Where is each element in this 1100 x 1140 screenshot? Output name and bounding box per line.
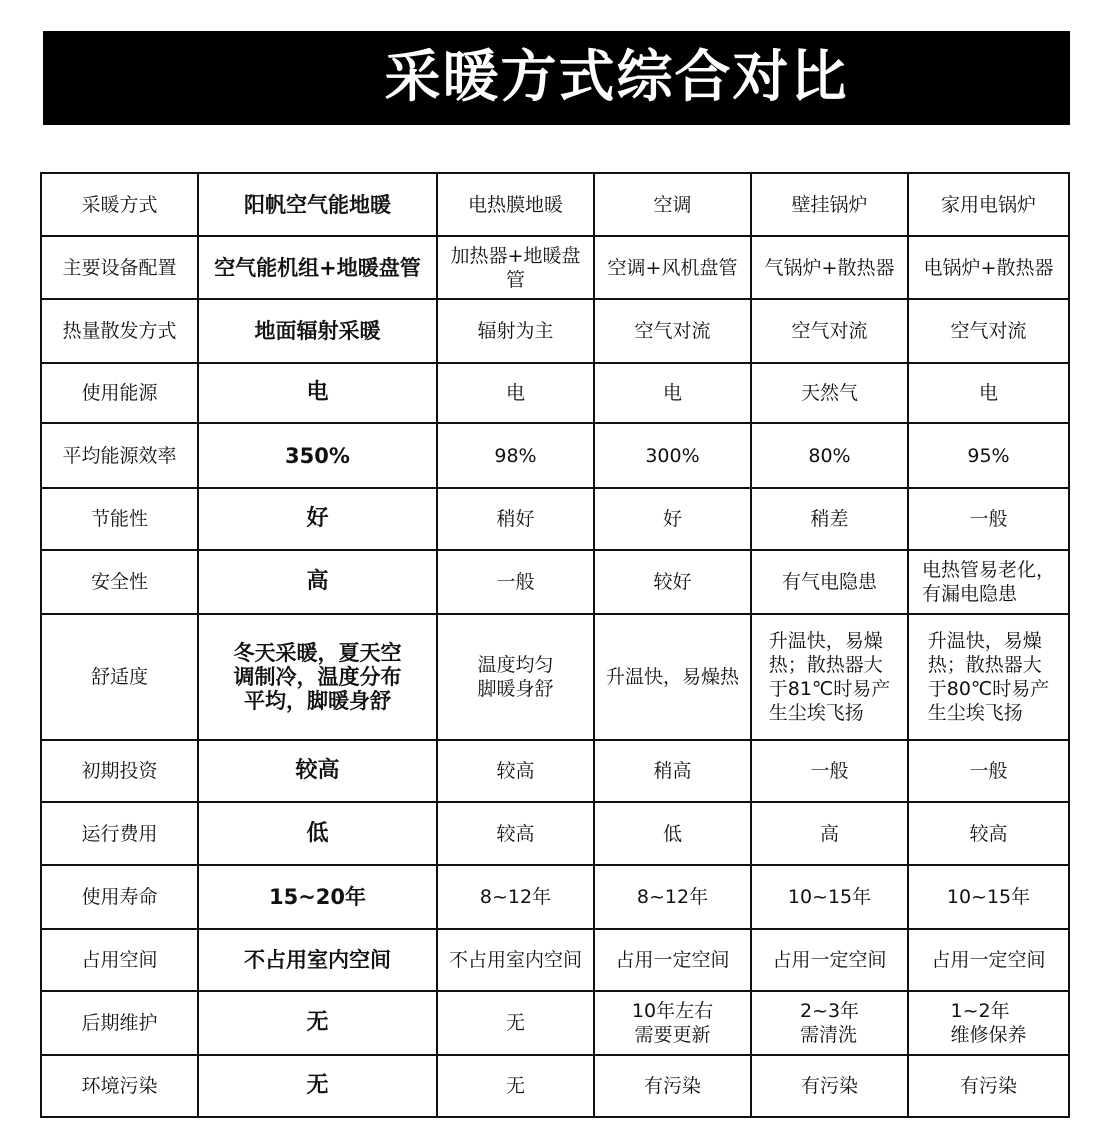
table-row: [41, 488, 1069, 550]
cell-yangfan: [198, 423, 437, 488]
cell-text: 高: [819, 822, 839, 845]
table-row: [41, 740, 1069, 802]
cell-electric-boiler: [908, 991, 1069, 1055]
cell-electric-boiler: [908, 740, 1069, 802]
cell-yangfan: [198, 614, 437, 740]
cell-text: 10~15年: [946, 886, 1031, 908]
cell-text: 一般: [810, 760, 849, 782]
header-col-yangfan: 阳帆空气能地暖: [198, 173, 437, 236]
cell-ac: [594, 1055, 751, 1117]
comparison-table: [40, 172, 1070, 1118]
cell-text: 无: [505, 1075, 525, 1097]
cell-gas-boiler: [751, 550, 908, 614]
cell-electric-boiler: [908, 299, 1069, 363]
header-col-electric-boiler: 家用电锅炉: [908, 173, 1069, 236]
cell-text: 一般: [496, 571, 535, 593]
cell-electric-boiler: [908, 488, 1069, 550]
cell-text: 空气对流: [791, 320, 868, 342]
cell-yangfan: [198, 865, 437, 929]
cell-ac: [594, 488, 751, 550]
cell-text: 气锅炉+散热器: [764, 256, 895, 279]
cell-yangfan: [198, 1055, 437, 1117]
cell-text: 电热管易老化， 有漏电隐患: [921, 559, 1055, 605]
cell-electric-boiler: [908, 865, 1069, 929]
cell-film: [437, 614, 594, 740]
cell-text: 有污染: [800, 1075, 858, 1097]
cell-electric-boiler: [908, 550, 1069, 614]
cell-text: 10~15年: [787, 886, 872, 908]
table-row: [41, 865, 1069, 929]
table-row: [41, 299, 1069, 363]
cell-text: 8~12年: [479, 886, 552, 908]
table-header-row: [41, 173, 1069, 236]
table-body: [41, 173, 1069, 1117]
cell-text: 占用一定空间: [931, 949, 1046, 971]
cell-yangfan: [198, 488, 437, 550]
table-row: [41, 363, 1069, 423]
cell-text: 空调+风机盘管: [607, 256, 738, 279]
header-label-cell: 采暖方式: [41, 173, 198, 236]
cell-film: [437, 1055, 594, 1117]
cell-text: 15~20年: [268, 885, 367, 909]
cell-electric-boiler: [908, 1055, 1069, 1117]
table-row: [41, 1055, 1069, 1117]
cell-text: 电: [306, 380, 329, 405]
table-row: [41, 929, 1069, 991]
row-label-cell: 安全性: [41, 550, 198, 614]
cell-text: 一般: [969, 508, 1008, 530]
cell-electric-boiler: [908, 929, 1069, 991]
cell-gas-boiler: [751, 929, 908, 991]
cell-text: 空气对流: [950, 320, 1027, 342]
cell-text: 稍差: [810, 508, 849, 530]
cell-gas-boiler: [751, 236, 908, 299]
cell-text: 98%: [494, 444, 537, 467]
cell-film: [437, 991, 594, 1055]
cell-gas-boiler: [751, 740, 908, 802]
table-row: [41, 614, 1069, 740]
table-row: [41, 236, 1069, 299]
row-label-cell: 占用空间: [41, 929, 198, 991]
cell-text: 天然气: [800, 382, 858, 404]
cell-text: 较好: [653, 571, 692, 593]
cell-yangfan: [198, 991, 437, 1055]
row-label-cell: 后期维护: [41, 991, 198, 1055]
cell-yangfan: [198, 550, 437, 614]
cell-ac: [594, 991, 751, 1055]
cell-text: 有污染: [643, 1075, 701, 1097]
cell-text: 较高: [969, 822, 1008, 845]
cell-text: 电锅炉+散热器: [923, 256, 1054, 279]
cell-gas-boiler: [751, 865, 908, 929]
cell-text: 占用一定空间: [772, 949, 887, 971]
cell-text: 低: [306, 820, 329, 846]
cell-yangfan: [198, 740, 437, 802]
cell-yangfan: [198, 802, 437, 865]
row-label-cell: 平均能源效率: [41, 423, 198, 488]
row-label-cell: 主要设备配置: [41, 236, 198, 299]
cell-yangfan: [198, 929, 437, 991]
cell-text: 地面辐射采暖: [254, 319, 381, 343]
row-label-cell: 舒适度: [41, 614, 198, 740]
cell-text: 1~2年 维修保养: [950, 1000, 1027, 1046]
cell-film: [437, 865, 594, 929]
cell-gas-boiler: [751, 423, 908, 488]
row-label-cell: 使用寿命: [41, 865, 198, 929]
cell-text: 10年左右 需要更新: [631, 1000, 714, 1046]
cell-gas-boiler: [751, 1055, 908, 1117]
cell-ac: [594, 614, 751, 740]
cell-electric-boiler: [908, 614, 1069, 740]
cell-ac: [594, 802, 751, 865]
cell-text: 不占用室内空间: [448, 949, 582, 971]
cell-text: 较高: [496, 760, 535, 782]
cell-text: 2~3年 需清洗: [799, 1000, 860, 1046]
cell-text: 空气对流: [634, 320, 711, 342]
cell-text: 有气电隐患: [781, 571, 877, 593]
cell-text: 无: [306, 1073, 329, 1098]
cell-text: 冬天采暖，夏天空 调制冷，温度分布 平均，脚暖身舒: [233, 641, 402, 713]
cell-text: 稍高: [653, 760, 692, 782]
table-row: [41, 802, 1069, 865]
cell-ac: [594, 740, 751, 802]
cell-text: 好: [306, 506, 329, 531]
table-row: [41, 423, 1069, 488]
cell-gas-boiler: [751, 488, 908, 550]
row-label-cell: 初期投资: [41, 740, 198, 802]
cell-ac: [594, 299, 751, 363]
cell-ac: [594, 865, 751, 929]
cell-text: 电: [662, 382, 682, 404]
page-title: 采暖方式综合对比: [384, 45, 849, 110]
cell-text: 升温快，易燥 热；散热器大 于81℃时易产 生尘埃飞扬: [768, 630, 891, 724]
cell-electric-boiler: [908, 363, 1069, 423]
cell-film: [437, 423, 594, 488]
cell-text: 一般: [969, 760, 1008, 782]
cell-text: 95%: [967, 444, 1010, 467]
cell-film: [437, 488, 594, 550]
cell-text: 无: [505, 1012, 525, 1034]
cell-text: 80%: [808, 444, 851, 467]
cell-text: 加热器+地暖盘管: [450, 244, 581, 291]
cell-gas-boiler: [751, 299, 908, 363]
cell-film: [437, 299, 594, 363]
cell-text: 电: [978, 382, 998, 404]
table-row: [41, 550, 1069, 614]
cell-text: 高: [306, 569, 329, 594]
cell-text: 升温快，易燥 热；散热器大 于80℃时易产 生尘埃飞扬: [927, 630, 1050, 724]
table-row: [41, 991, 1069, 1055]
cell-film: [437, 363, 594, 423]
cell-text: 升温快，易燥热: [605, 666, 739, 688]
header-col-gas-boiler: 壁挂锅炉: [751, 173, 908, 236]
cell-ac: [594, 550, 751, 614]
cell-ac: [594, 423, 751, 488]
cell-text: 350%: [285, 443, 350, 468]
cell-text: 好: [662, 508, 682, 530]
cell-text: 电: [505, 382, 525, 404]
cell-text: 较高: [496, 822, 535, 845]
title-banner: [43, 31, 1070, 125]
cell-ac: [594, 363, 751, 423]
cell-yangfan: [198, 236, 437, 299]
cell-film: [437, 929, 594, 991]
cell-gas-boiler: [751, 991, 908, 1055]
row-label-cell: 节能性: [41, 488, 198, 550]
cell-gas-boiler: [751, 614, 908, 740]
cell-gas-boiler: [751, 363, 908, 423]
cell-electric-boiler: [908, 802, 1069, 865]
cell-text: 较高: [295, 758, 340, 783]
cell-electric-boiler: [908, 423, 1069, 488]
row-label-cell: 使用能源: [41, 363, 198, 423]
cell-text: 有污染: [959, 1075, 1017, 1097]
cell-text: 占用一定空间: [615, 949, 730, 971]
cell-text: 300%: [645, 444, 700, 467]
cell-text: 8~12年: [636, 886, 709, 908]
cell-text: 空气能机组+地暖盘管: [214, 255, 421, 280]
row-label-cell: 热量散发方式: [41, 299, 198, 363]
cell-film: [437, 236, 594, 299]
cell-yangfan: [198, 363, 437, 423]
row-label-cell: 运行费用: [41, 802, 198, 865]
cell-film: [437, 550, 594, 614]
cell-text: 稍好: [496, 508, 535, 530]
cell-text: 温度均匀 脚暖身舒: [477, 654, 554, 700]
cell-ac: [594, 929, 751, 991]
cell-electric-boiler: [908, 236, 1069, 299]
cell-text: 辐射为主: [477, 320, 554, 342]
cell-gas-boiler: [751, 802, 908, 865]
header-col-ac: 空调: [594, 173, 751, 236]
cell-film: [437, 802, 594, 865]
header-col-film: 电热膜地暖: [437, 173, 594, 236]
cell-text: 不占用室内空间: [244, 948, 391, 972]
cell-ac: [594, 236, 751, 299]
cell-text: 低: [662, 822, 682, 845]
cell-yangfan: [198, 299, 437, 363]
cell-film: [437, 740, 594, 802]
row-label-cell: 环境污染: [41, 1055, 198, 1117]
cell-text: 无: [306, 1010, 329, 1035]
